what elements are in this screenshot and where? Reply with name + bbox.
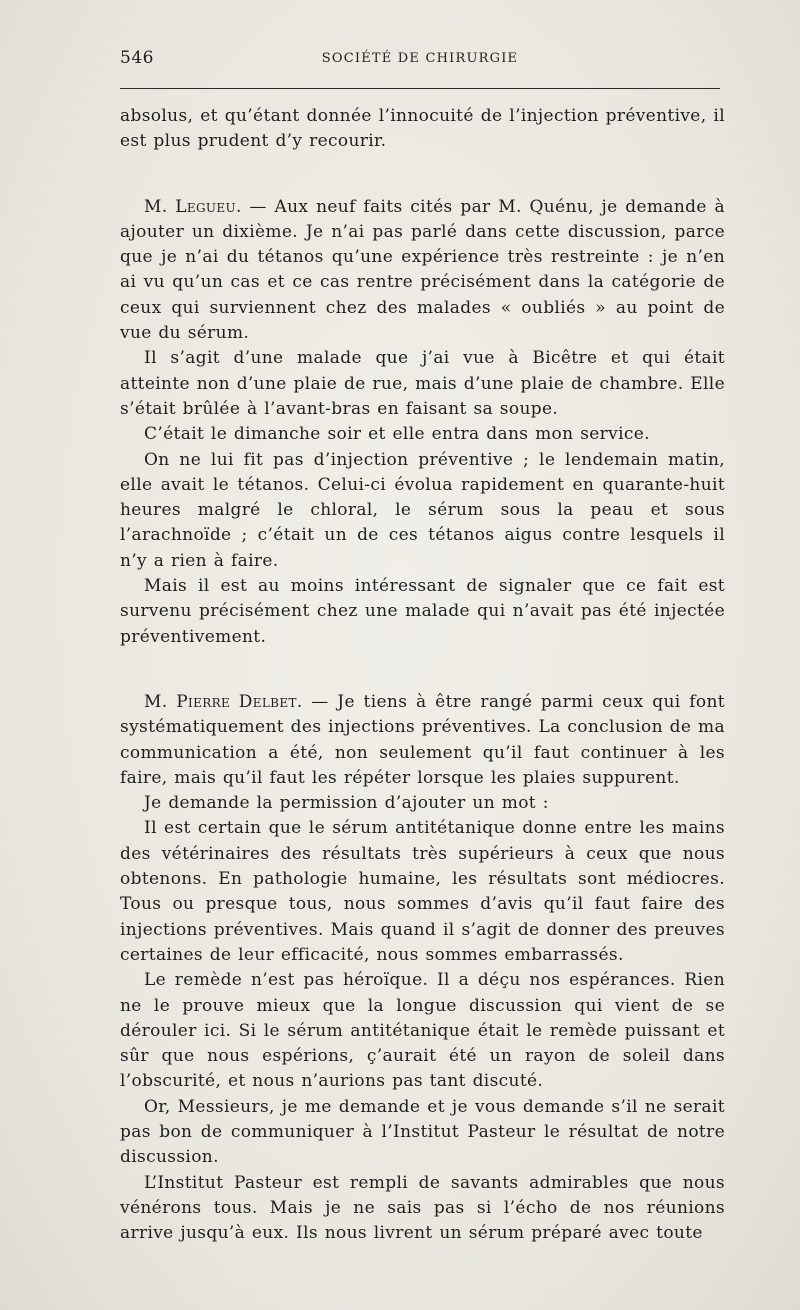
running-head xyxy=(120,48,720,74)
header-rule xyxy=(120,88,720,89)
paragraph: Je demande la permission d’ajouter un mot : xyxy=(144,793,549,814)
paragraph: Le remède n’est pas héroïque. Il a déçu nos espérances. Rien ne le prouve mieux que la longue discussion qui vient de se dérouler ici. Si le sérum antitétanique était le remède puissant et sûr que nous espérions, ç’aurait été un rayon de soleil dans l’obscurité, et nous n’aurions pas tant discuté. xyxy=(120,970,725,1092)
body-text xyxy=(120,104,725,1246)
paragraph: absolus, et qu’étant donnée l’innocuité de l’injection préventive, il est plus prudent d’y recourir. xyxy=(120,106,725,152)
speaker-name: Pierre Delbet xyxy=(176,691,297,712)
paragraph: Il s’agit d’une malade que j’ai vue à Bicêtre et qui était atteinte non d’une plaie de rue, mais d’une plaie de chambre. Elle s’était brûlée à l’avant-bras en faisant sa soupe. xyxy=(120,348,725,419)
speaker-text: . — Aux neuf faits cités par M. Quénu, je demande à ajouter un dixième. Je n’ai pas parlé dans cette discussion, parce que je n’ai du tétanos qu’une expérience très restreinte : je n’en ai vu qu’un cas et ce cas rentre précisément dans la catégorie de ceux qui surviennent chez des malades « oubliés » au point de vue du sérum. xyxy=(120,196,726,344)
paragraph: Il est certain que le sérum antitétanique donne entre les mains des vétérinaires des résultats très supérieurs à ceux que nous obtenons. En pathologie humaine, les résultats sont médiocres. Tous ou presque tous, nous sommes d’avis qu’il faut faire des injections préventives. Mais quand il s’agit de donner des preuves certaines de leur efficacité, nous sommes embarrassés. xyxy=(120,818,725,965)
paragraph-delbet xyxy=(120,690,725,791)
paragraph: L’Institut Pasteur est rempli de savants admirables que nous vénérons tous. Mais je ne sais pas si l’écho de nos réunions arrive jusqu’à eux. Ils nous livrent un sérum préparé avec toute xyxy=(120,1172,725,1244)
paragraph: C’était le dimanche soir et elle entra dans mon service. xyxy=(144,424,650,445)
page-number: 546 xyxy=(120,48,154,68)
paragraph-legueu xyxy=(120,195,725,347)
speaker-name: Legueu xyxy=(175,196,236,217)
paragraph: On ne lui fit pas d’injection préventive ; le lendemain matin, elle avait le tétanos. Celui-ci évolua rapidement en quarante-huit heures malgré le chloral, le sérum sous la peau et sous l’arachnoïde ; c’était un de ces tétanos aigus contre lesquels il n’y a rien à faire. xyxy=(120,449,725,571)
journal-title: SOCIÉTÉ DE CHIRURGIE xyxy=(321,51,519,66)
speaker-prefix: M. xyxy=(144,196,176,217)
paragraph: Or, Messieurs, je me demande et je vous demande s’il ne serait pas bon de communiquer à l’Institut Pasteur le résultat de notre discussion. xyxy=(120,1096,725,1168)
speaker-text: . — Je tiens à être rangé parmi ceux qui font systématiquement des injections préventives. La conclusion de ma communication a été, non seulement qu’il faut continuer à les faire, mais qu’il faut les répéter lorsque les plaies suppurent. xyxy=(120,691,725,788)
paragraph: Mais il est au moins intéressant de signaler que ce fait est survenu précisément chez une malade qui n’avait pas été injectée préventivement. xyxy=(120,576,725,647)
speaker-prefix: M. xyxy=(144,691,177,712)
